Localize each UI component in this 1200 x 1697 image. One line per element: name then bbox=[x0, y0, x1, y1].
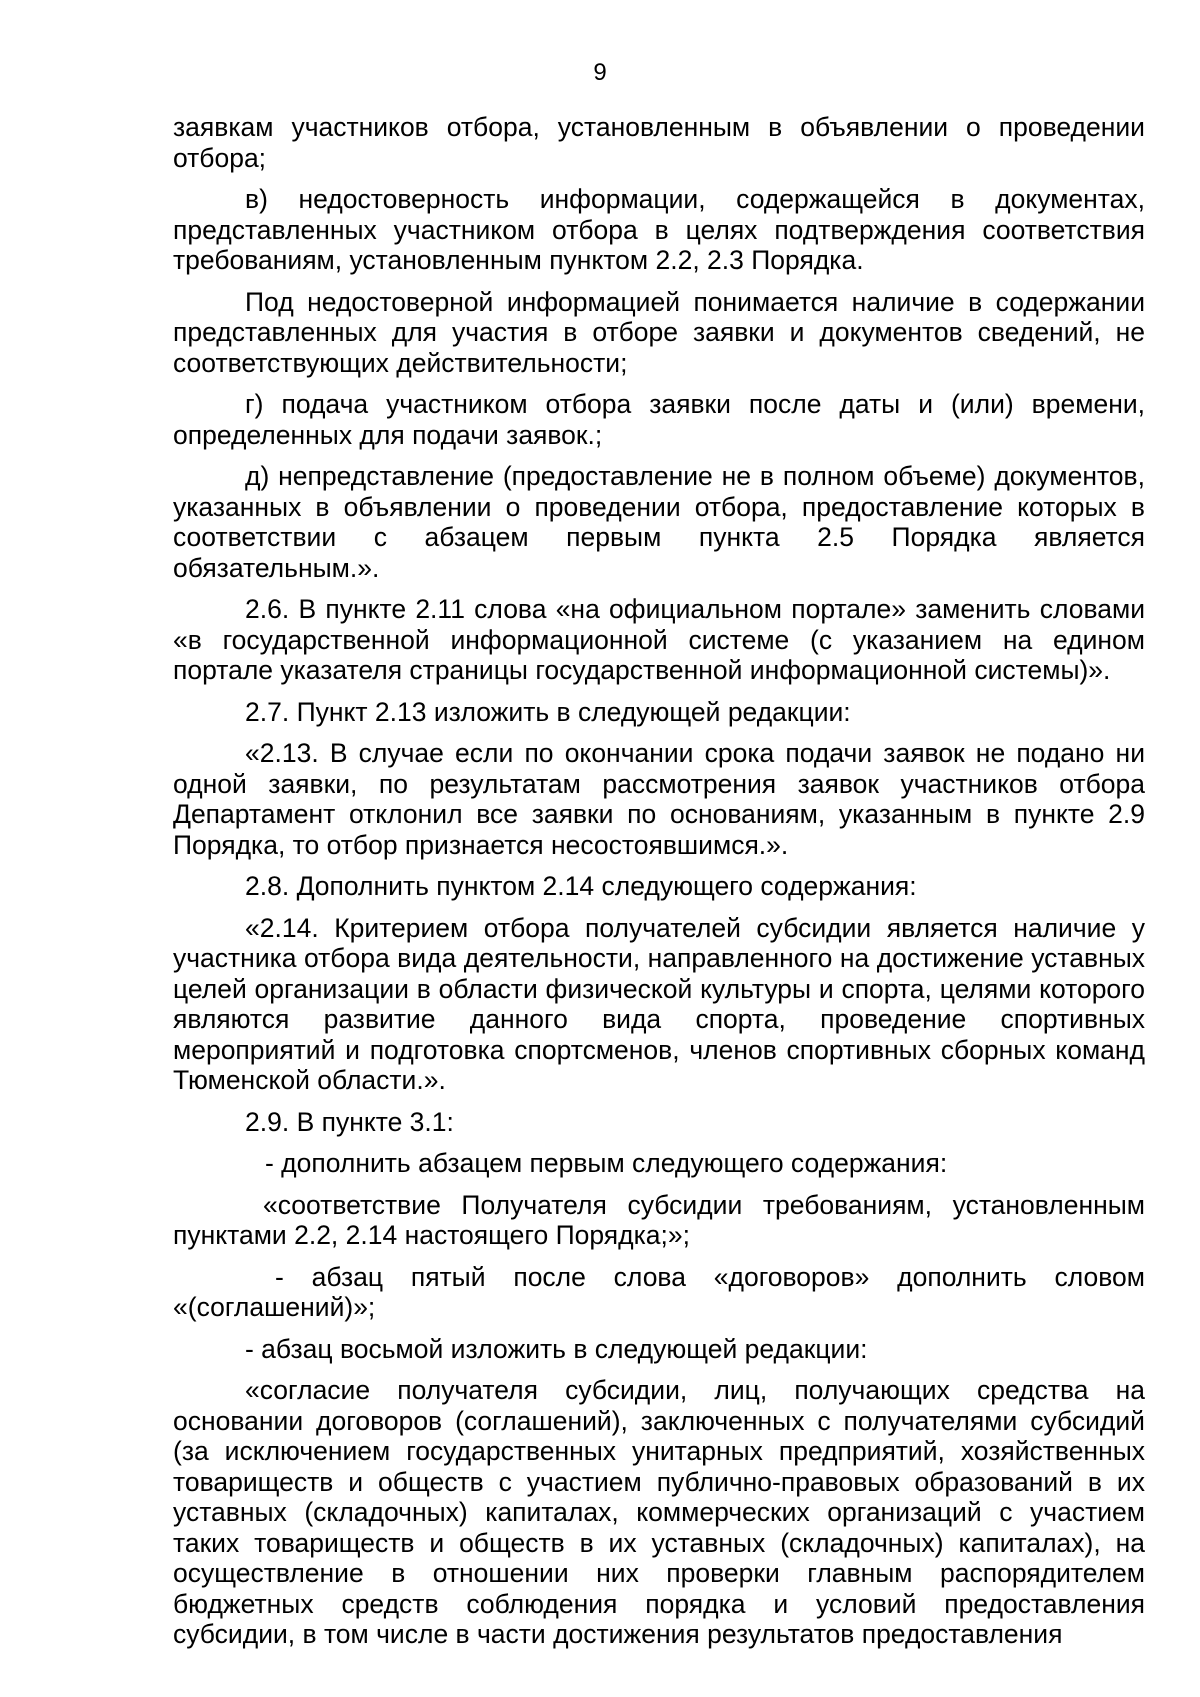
page-number: 9 bbox=[593, 59, 607, 86]
paragraph-definition: Под недостоверной информацией понимается наличие в содержании представленных для участия в отборе заявки и документов сведений, не соответствующих действительности; bbox=[173, 286, 1145, 378]
paragraph-2-13-quote: «2.13. В случае если по окончании срока подачи заявок не подано ни одной заявки, по результатам рассмотрения заявок участников отбора Департамент отклонил все заявки по основаниям, указанным в пункте 2.9 Порядка, то отбор признается несостоявшимся.». bbox=[173, 738, 1145, 860]
paragraph-2-9: 2.9. В пункте 3.1: bbox=[245, 1106, 454, 1137]
paragraph-item-v: в) недостоверность информации, содержащейся в документах, представленных участником отбора в целях подтверждения соответствия требованиям, установленным пунктом 2.2, 2.3 Порядка. bbox=[173, 184, 1145, 275]
paragraph-dash-eighth: - абзац восьмой изложить в следующей редакции: bbox=[245, 1333, 868, 1364]
paragraph-2-14-quote: «2.14. Критерием отбора получателей субсидии является наличие у участника отбора вида деятельности, направленного на достижение уставных целей организации в области физической культуры и спорта, целями которого являются развитие данного вида спорта, проведение спортивных мероприятий и подготовка спортсменов, членов спортивных сборных команд Тюменской области.». bbox=[173, 912, 1145, 1095]
paragraph-dash-fifth: - абзац пятый после слова «договоров» дополнить словом «(соглашений)»; bbox=[173, 1261, 1145, 1322]
paragraph-2-7: 2.7. Пункт 2.13 изложить в следующей редакции: bbox=[245, 696, 851, 727]
paragraph-continuation: заявкам участников отбора, установленным в объявлении о проведении отбора; bbox=[173, 112, 1145, 173]
paragraph-consent-quote: «согласие получателя субсидии, лиц, получающих средства на основании договоров (соглашений), заключенных с получателями субсидий (за исключением государственных унитарных предприятий, хозяйственных товариществ и обществ с участием публично-правовых образований в их уставных (складочных) капиталах, коммерческих организаций с участием таких товариществ и обществ в их уставных (складочных) капиталах), на осуществление в отношении них проверки главным распорядителем бюджетных средств соблюдения порядка и условий предоставления субсидии, в том числе в части достижения результатов предоставления bbox=[173, 1375, 1145, 1649]
paragraph-2-6: 2.6. В пункте 2.11 слова «на официальном портале» заменить словами «в государственной информационной системе (с указанием на едином портале указателя страницы государственной информационной системы)». bbox=[173, 594, 1145, 685]
document-body bbox=[173, 112, 1145, 1650]
paragraph-item-g: г) подача участником отбора заявки после даты и (или) времени, определенных для подачи заявок.; bbox=[173, 389, 1145, 450]
paragraph-dash-add-first: - дополнить абзацем первым следующего содержания: bbox=[265, 1148, 948, 1178]
paragraph-compliance-quote: «соответствие Получателя субсидии требованиям, установленным пунктами 2.2, 2.14 настоящего Порядка;»; bbox=[173, 1189, 1145, 1250]
paragraph-item-d: д) непредставление (предоставление не в полном объеме) документов, указанных в объявлении о проведении отбора, предоставление которых в соответствии с абзацем первым пункта 2.5 Порядка является обязательным.». bbox=[173, 461, 1145, 583]
paragraph-2-8: 2.8. Дополнить пунктом 2.14 следующего содержания: bbox=[245, 871, 917, 901]
